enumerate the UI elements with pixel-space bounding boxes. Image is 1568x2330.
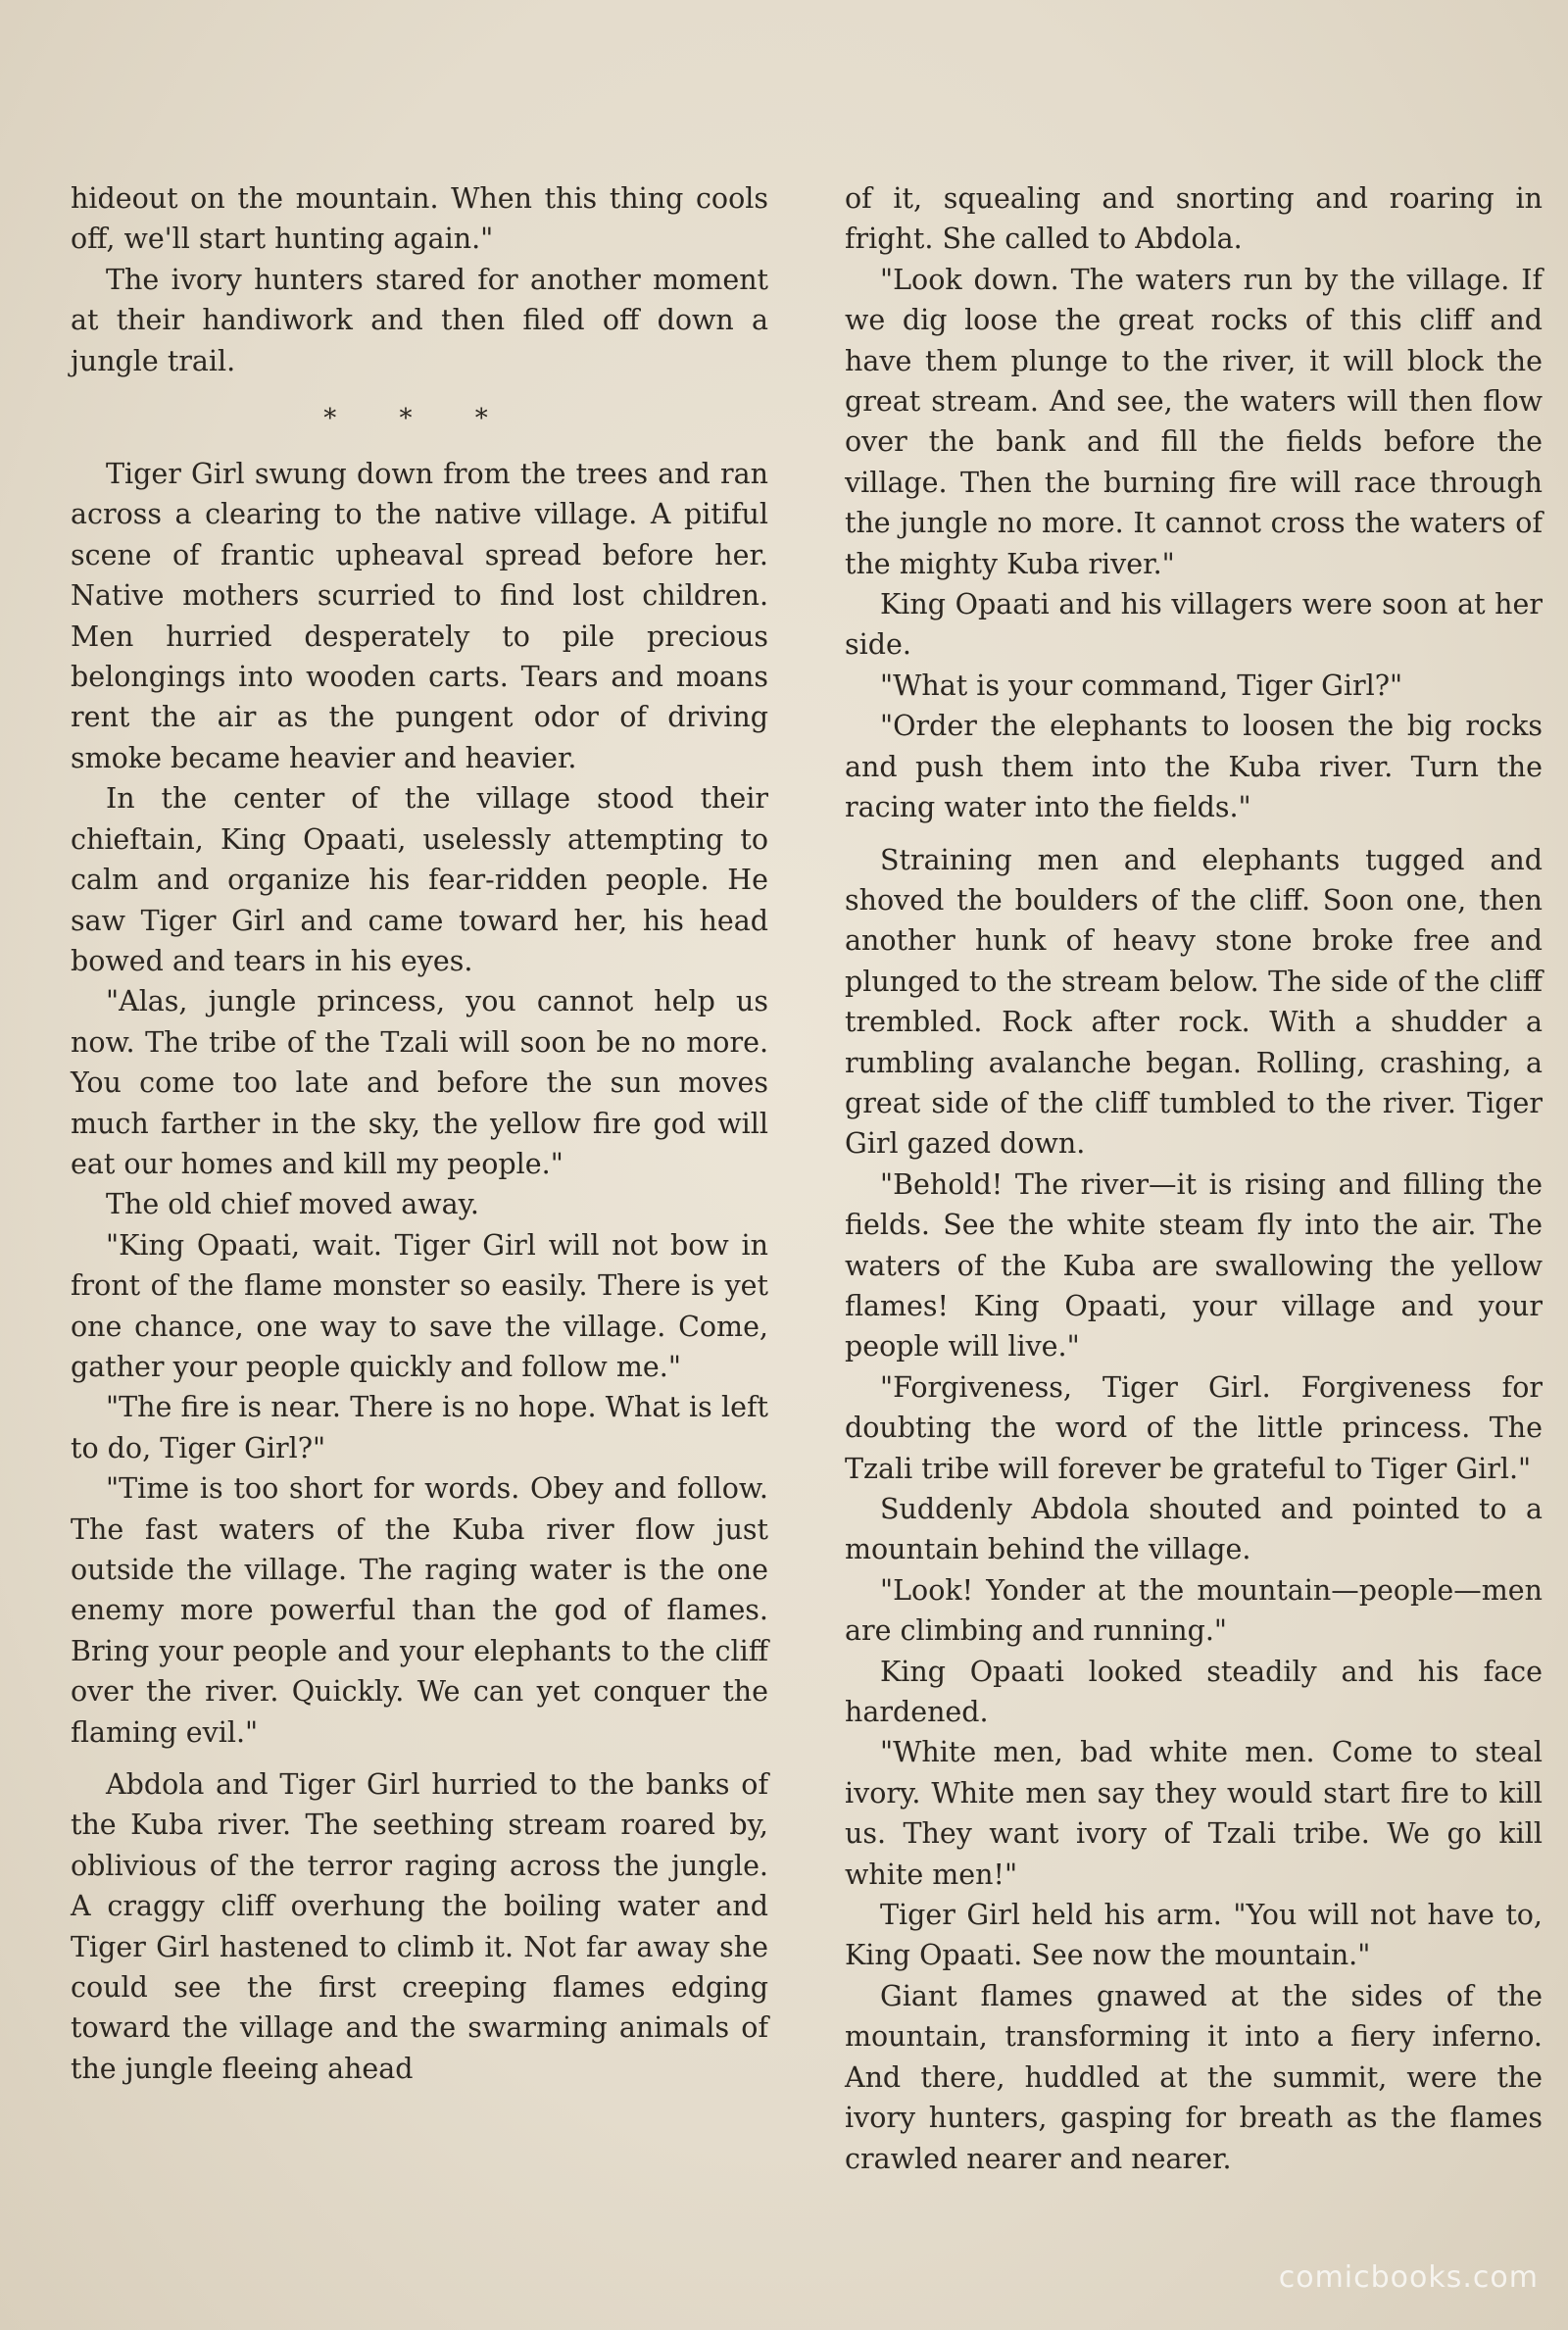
site-watermark: comicbooks.com [1278, 2260, 1539, 2295]
paragraph: of it, squealing and snorting and roaring in fright. She called to Abdola. [845, 182, 1543, 256]
left-text-column [71, 178, 768, 2089]
section-break: * * * [323, 404, 515, 434]
paragraph: In the center of the village stood their chieftain, King Opaati, uselessly attempting to calm and organize his fear-ridden people. He saw Tiger Girl and came toward her, his head bowed and tears in his eyes. [71, 782, 768, 977]
paragraph: Abdola and Tiger Girl hurried to the banks of the Kuba river. The seething stream roared by, oblivious of the terror raging across the jungle. A craggy cliff overhung the boiling water and Tiger Girl hastened to climb it. Not far away she could see the first creeping flames edging toward the village and the swarming animals of the jungle fleeing ahead [71, 1768, 768, 2085]
paragraph: "Forgiveness, Tiger Girl. Forgiveness for doubting the word of the little princess. The Tzali tribe will forever be grateful to Tiger Girl." [845, 1370, 1543, 1485]
paragraph: Straining men and elephants tugged and shoved the boulders of the cliff. Soon one, then another hunk of heavy stone broke free and plunged to the stream below. The side of the cliff trembled. Rock after rock. With a shudder a rumbling avalanche began. Rolling, crashing, a great side of the cliff tumbled to the river. Tiger Girl gazed down. [845, 843, 1543, 1161]
paragraph: hideout on the mountain. When this thing cools off, we'll start hunting again." [71, 182, 768, 256]
paragraph: "King Opaati, wait. Tiger Girl will not bow in front of the flame monster so easily. There is yet one chance, one way to save the village. Come, gather your people quickly and follow me." [71, 1228, 768, 1383]
paragraph: "Look! Yonder at the mountain—people—men are climbing and running." [845, 1573, 1543, 1648]
paragraph: Giant flames gnawed at the sides of the mountain, transforming it into a fiery inferno. And there, huddled at the summit, were the ivory hunters, gasping for breath as the flames crawled nearer and nearer. [845, 1979, 1543, 2175]
paragraph: King Opaati looked steadily and his face hardened. [845, 1655, 1543, 1729]
paragraph: Tiger Girl held his arm. "You will not have to, King Opaati. See now the mountain." [845, 1899, 1543, 1972]
paragraph: Tiger Girl swung down from the trees and ran across a clearing to the native village. A pitiful scene of frantic upheaval spread before her. Native mothers scurried to find lost children. Men hurried desperately to pile precious belongings into wooden carts. Tears and moans rent the air as the pungent odor of driving smoke became heavier and heavier. [71, 458, 768, 774]
paragraph: "Alas, jungle princess, you cannot help us now. The tribe of the Tzali will soon be no more. You come too late and before the sun moves much farther in the sky, the yellow fire god will eat our homes and kill my people." [71, 985, 768, 1180]
paragraph: King Opaati and his villagers were soon at her side. [845, 588, 1543, 662]
paragraph: "White men, bad white men. Come to steal ivory. White men say they would start fire to kill us. They want ivory of Tzali tribe. We go kill white men!" [845, 1736, 1543, 1891]
paragraph: The old chief moved away. [106, 1188, 479, 1221]
paragraph: "Behold! The river—it is rising and filling the fields. See the white steam fly into the air. The waters of the Kuba are swallowing the yellow flames! King Opaati, your village and your people will live." [845, 1167, 1543, 1363]
paragraph: "The fire is near. There is no hope. What is left to do, Tiger Girl?" [71, 1391, 768, 1464]
paragraph: "Time is too short for words. Obey and follow. The fast waters of the Kuba river flow just outside the village. The raging water is the one enemy more powerful than the god of flames. Bring your people and your elephants to the cliff over the river. Quickly. We can yet conquer the flaming evil." [71, 1472, 768, 1749]
paragraph: "Order the elephants to loosen the big rocks and push them into the Kuba river. Turn the racing water into the fields." [845, 710, 1543, 824]
paragraph: The ivory hunters stared for another moment at their handiwork and then filed off down a jungle trail. [71, 263, 768, 377]
paragraph: Suddenly Abdola shouted and pointed to a mountain behind the village. [845, 1493, 1543, 1566]
right-text-column [845, 178, 1543, 2179]
paragraph: "Look down. The waters run by the village. If we dig loose the great rocks of this cliff and have them plunge to the river, it will block the great stream. And see, the waters will then flow over the bank and fill the fields before the village. Then the burning fire will race through the jungle no more. It cannot cross the waters of the mighty Kuba river." [845, 263, 1543, 580]
paragraph: "What is your command, Tiger Girl?" [880, 669, 1403, 702]
